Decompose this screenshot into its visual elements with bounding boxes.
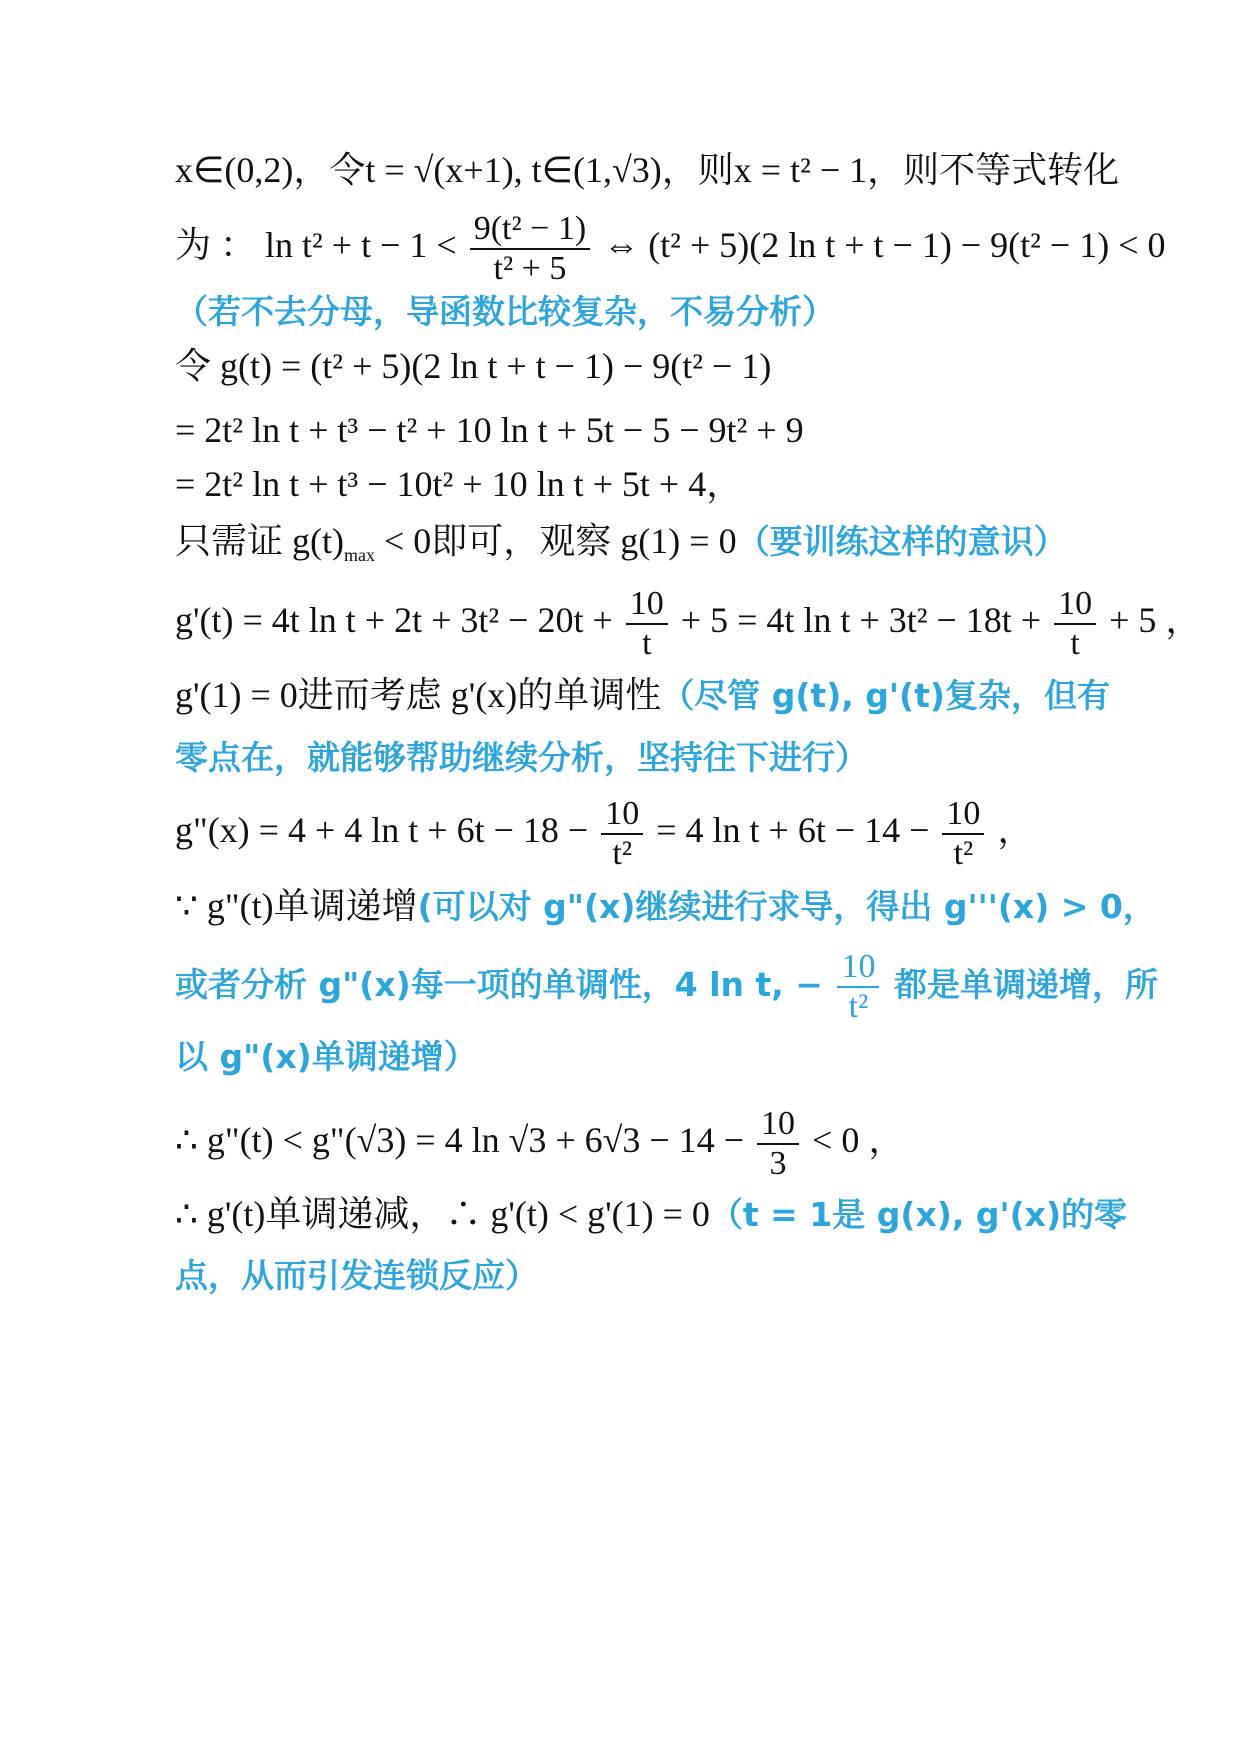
inequality-equivalent: ⇔ (t² + 5)(2 ln t + t − 1) − 9(t² − 1) < 0 — [603, 225, 1166, 265]
max-subscript: max — [343, 545, 375, 566]
annotation-note: （要训练这样的意识） — [736, 522, 1067, 561]
line-first-derivative — [175, 580, 1202, 662]
evaluate-fraction — [757, 1105, 799, 1183]
note-fraction — [837, 948, 879, 1026]
line-note-conclude — [175, 1035, 1105, 1079]
derivative-middle: + 5 = 4t ln t + 3t² − 18t + — [680, 600, 1042, 640]
line-prove-max — [175, 519, 1105, 577]
annotation-note: 点，从而引发连锁反应） — [175, 1256, 538, 1295]
prove-max-text-2: < 0即可，观察 g(1) = 0 — [374, 521, 737, 561]
annotation-note: 或者分析 g"(x)每一项的单调性，4 ln t, − — [175, 965, 823, 1004]
fraction-numerator: 10 — [761, 1104, 796, 1142]
line-note-denominator — [175, 290, 1105, 334]
fraction-denominator: t² — [601, 833, 643, 873]
fraction-denominator: t² + 5 — [470, 248, 590, 288]
annotation-note: （若不去分母，导函数比较复杂，不易分析） — [175, 292, 835, 331]
annotation-note-suffix: 都是单调递增，所 — [893, 965, 1158, 1004]
line-note-zero — [175, 736, 1105, 780]
line-substitution — [175, 148, 1120, 192]
fraction-denominator: t — [626, 623, 668, 663]
derivative-fraction-1 — [626, 585, 668, 663]
annotation-note: （t = 1是 g(x), g'(x)的零 — [709, 1195, 1128, 1234]
fraction-numerator: 10 — [1058, 584, 1093, 622]
expand-2-text: = 2t² ln t + t³ − 10t² + 10 ln t + 5t + 4， — [175, 464, 743, 504]
decreasing-text: ∴ g'(t)单调递减，∴ g'(t) < g'(1) = 0 — [175, 1194, 710, 1234]
line-expand-2 — [175, 462, 1105, 506]
expand-1-text: = 2t² ln t + t³ − t² + 10 ln t + 5t − 5 − 9t² + 9 — [175, 410, 804, 450]
fraction-numerator: 10 — [605, 794, 640, 832]
fraction-numerator: 9(t² − 1) — [473, 209, 587, 247]
line-second-derivative — [175, 790, 1105, 870]
increasing-text: ∵ g"(t)单调递增 — [175, 886, 418, 926]
evaluate-left: ∴ g"(t) < g"(√3) = 4 ln √3 + 6√3 − 14 − — [175, 1120, 745, 1160]
fraction-denominator: 3 — [757, 1143, 799, 1183]
derivative-suffix: + 5 ， — [1109, 600, 1202, 640]
fraction-denominator: t² — [942, 833, 984, 873]
line-inequality — [175, 205, 1166, 287]
monotonic-consider-text: g'(1) = 0进而考虑 g'(x)的单调性 — [175, 675, 662, 715]
line-note-each-term — [175, 945, 1158, 1025]
evaluate-suffix: < 0 ， — [812, 1120, 905, 1160]
annotation-note: 以 g"(x)单调递增） — [175, 1037, 477, 1076]
fraction-denominator: t — [1054, 623, 1096, 663]
prove-max-text: 只需证 g(t) — [175, 521, 344, 561]
line-note-chain — [175, 1254, 1105, 1298]
fraction-denominator: t² — [837, 986, 879, 1026]
derivative-fraction-2 — [1054, 585, 1096, 663]
line-expand-1 — [175, 408, 1105, 452]
line-monotonic-consider — [175, 673, 1110, 718]
line-evaluate-root3 — [175, 1100, 1105, 1180]
fraction-numerator: 10 — [629, 584, 664, 622]
annotation-note: （尽管 g(t), g'(t)复杂，但有 — [661, 676, 1110, 715]
derivative-left: g'(t) = 4t ln t + 2t + 3t² − 20t + — [175, 600, 613, 640]
define-g-text: 令 g(t) = (t² + 5)(2 ln t + t − 1) − 9(t² − 1) — [175, 346, 772, 386]
second-derivative-middle: = 4 ln t + 6t − 14 − — [656, 810, 930, 850]
annotation-note: (可以对 g"(x)继续进行求导，得出 g'''(x) > 0， — [417, 887, 1156, 926]
line-decreasing — [175, 1192, 1128, 1237]
second-derivative-fraction-1 — [601, 795, 643, 873]
line-increasing — [175, 884, 1156, 929]
annotation-note: 零点在，就能够帮助继续分析，坚持往下进行） — [175, 738, 868, 777]
fraction-numerator: 10 — [946, 794, 981, 832]
fraction-numerator: 10 — [841, 948, 876, 985]
inequality-fraction — [470, 210, 590, 288]
line-define-g — [175, 344, 1105, 388]
inequality-left: 为 ： ln t² + t − 1 < — [175, 225, 457, 265]
second-derivative-fraction-2 — [942, 795, 984, 873]
substitution-text: x∈(0,2)，令t = √(x+1), t∈(1,√3)，则x = t² − 1，则不等式转化 — [175, 150, 1120, 190]
second-derivative-suffix: ， — [997, 810, 1034, 850]
second-derivative-left: g"(x) = 4 + 4 ln t + 6t − 18 − — [175, 810, 589, 850]
